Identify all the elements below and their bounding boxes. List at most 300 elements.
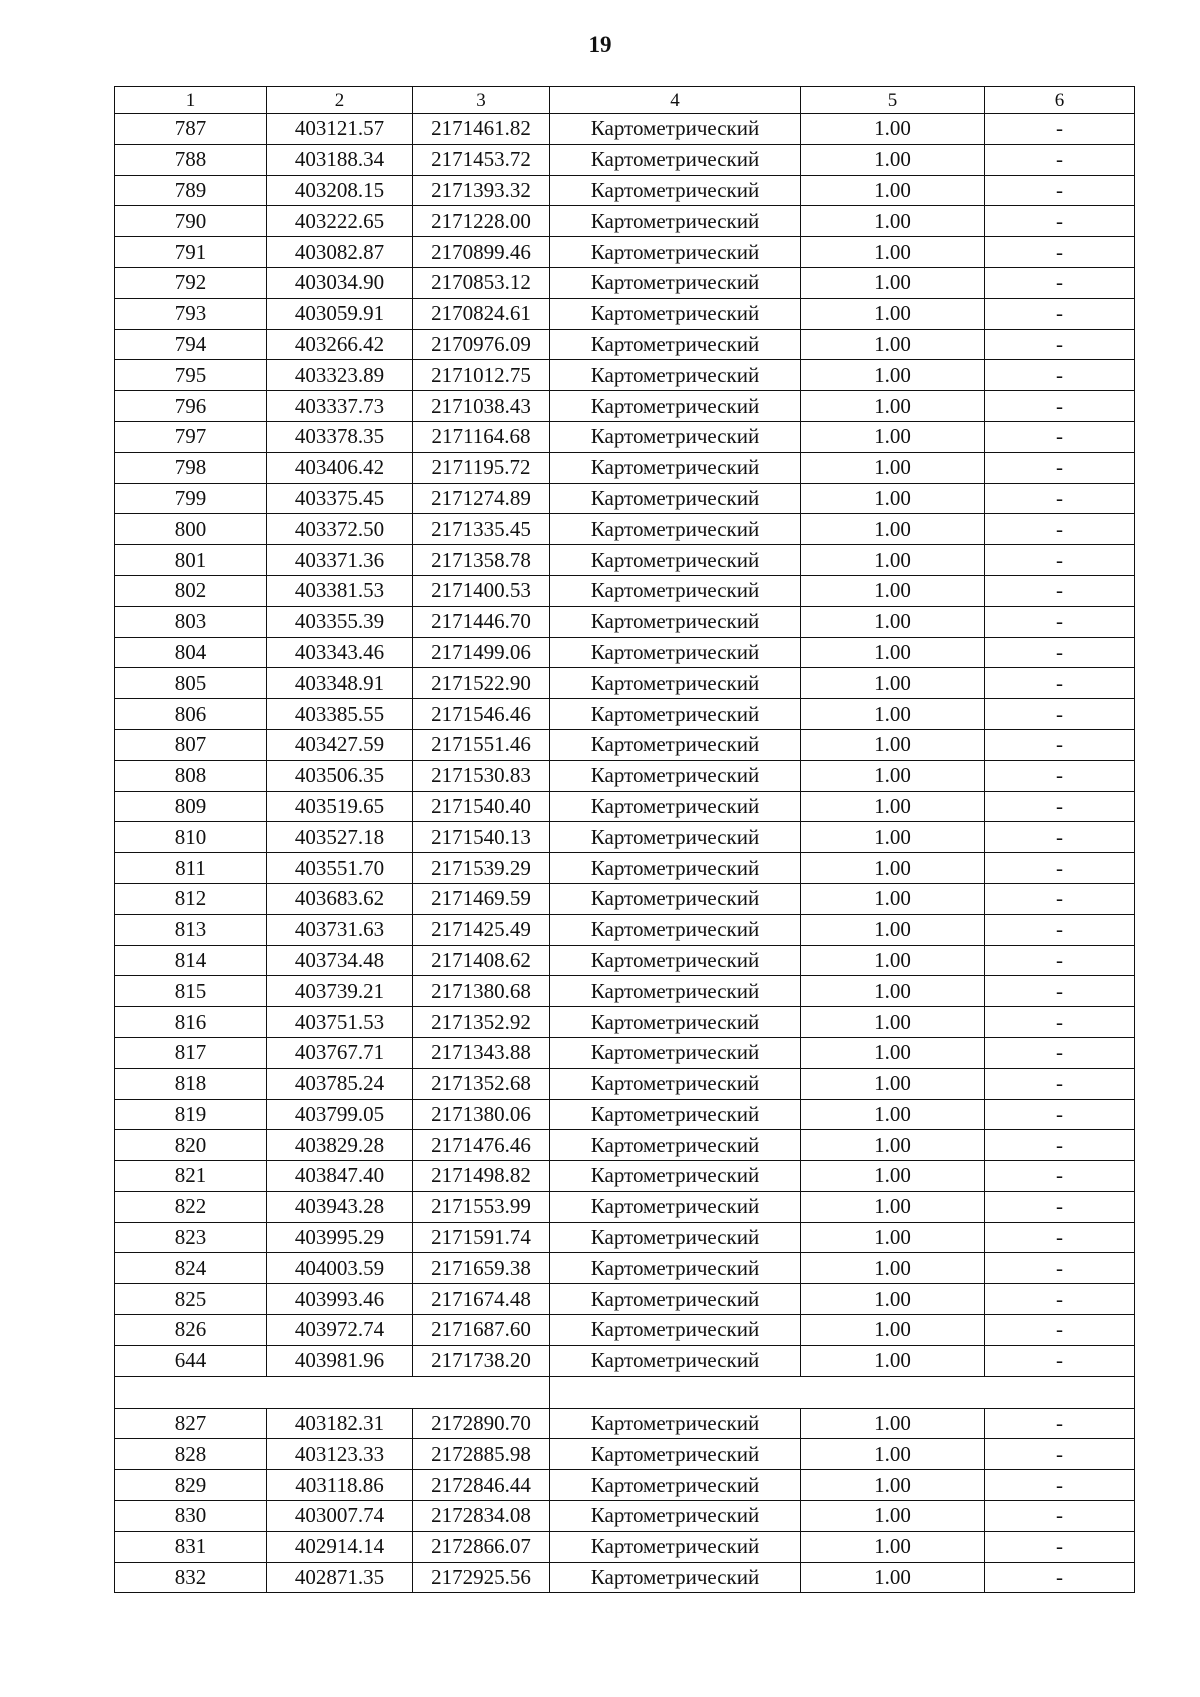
point-number-cell: 795: [115, 360, 267, 391]
note-cell: -: [985, 883, 1135, 914]
method-cell: Картометрический: [550, 144, 801, 175]
y-coordinate-cell: 2171352.68: [413, 1068, 550, 1099]
point-number-cell: 789: [115, 175, 267, 206]
method-cell: Картометрический: [550, 729, 801, 760]
method-cell: Картометрический: [550, 1345, 801, 1376]
x-coordinate-cell: 403739.21: [267, 976, 413, 1007]
point-number-cell: 788: [115, 144, 267, 175]
method-cell: Картометрический: [550, 1315, 801, 1346]
point-number-cell: 810: [115, 822, 267, 853]
point-number-cell: 821: [115, 1161, 267, 1192]
note-cell: -: [985, 144, 1135, 175]
accuracy-cell: 1.00: [801, 853, 985, 884]
table-row: [115, 1130, 1135, 1161]
accuracy-cell: 1.00: [801, 1284, 985, 1315]
note-cell: -: [985, 760, 1135, 791]
note-cell: -: [985, 791, 1135, 822]
accuracy-cell: 1.00: [801, 298, 985, 329]
accuracy-cell: 1.00: [801, 144, 985, 175]
table-row: [115, 329, 1135, 360]
y-coordinate-cell: 2171446.70: [413, 606, 550, 637]
x-coordinate-cell: 403208.15: [267, 175, 413, 206]
note-cell: -: [985, 421, 1135, 452]
accuracy-cell: 1.00: [801, 514, 985, 545]
table-row: [115, 175, 1135, 206]
x-coordinate-cell: 403731.63: [267, 914, 413, 945]
note-cell: -: [985, 1345, 1135, 1376]
y-coordinate-cell: 2171352.92: [413, 1007, 550, 1038]
note-cell: -: [985, 114, 1135, 145]
x-coordinate-cell: 404003.59: [267, 1253, 413, 1284]
note-cell: -: [985, 175, 1135, 206]
method-cell: Картометрический: [550, 1130, 801, 1161]
accuracy-cell: 1.00: [801, 822, 985, 853]
table-row: [115, 1315, 1135, 1346]
accuracy-cell: 1.00: [801, 267, 985, 298]
accuracy-cell: 1.00: [801, 791, 985, 822]
y-coordinate-cell: 2171164.68: [413, 421, 550, 452]
y-coordinate-cell: 2171540.13: [413, 822, 550, 853]
table-separator-row: [115, 1376, 1135, 1408]
y-coordinate-cell: 2171687.60: [413, 1315, 550, 1346]
point-number-cell: 806: [115, 699, 267, 730]
x-coordinate-cell: 403943.28: [267, 1191, 413, 1222]
accuracy-cell: 1.00: [801, 1161, 985, 1192]
table-row: [115, 1068, 1135, 1099]
accuracy-cell: 1.00: [801, 545, 985, 576]
note-cell: -: [985, 237, 1135, 268]
note-cell: -: [985, 1531, 1135, 1562]
method-cell: Картометрический: [550, 668, 801, 699]
note-cell: -: [985, 668, 1135, 699]
accuracy-cell: 1.00: [801, 1315, 985, 1346]
point-number-cell: 816: [115, 1007, 267, 1038]
note-cell: -: [985, 853, 1135, 884]
y-coordinate-cell: 2171540.40: [413, 791, 550, 822]
method-cell: Картометрический: [550, 760, 801, 791]
y-coordinate-cell: 2171335.45: [413, 514, 550, 545]
y-coordinate-cell: 2172890.70: [413, 1408, 550, 1439]
x-coordinate-cell: 403683.62: [267, 883, 413, 914]
method-cell: Картометрический: [550, 1222, 801, 1253]
method-cell: Картометрический: [550, 976, 801, 1007]
table-row: [115, 1439, 1135, 1470]
table-row: [115, 945, 1135, 976]
separator-cell: [550, 1376, 1135, 1408]
x-coordinate-cell: 403007.74: [267, 1501, 413, 1532]
column-header: 2: [267, 87, 413, 114]
note-cell: -: [985, 1408, 1135, 1439]
x-coordinate-cell: 403182.31: [267, 1408, 413, 1439]
note-cell: -: [985, 637, 1135, 668]
point-number-cell: 793: [115, 298, 267, 329]
table-row: [115, 1037, 1135, 1068]
method-cell: Картометрический: [550, 360, 801, 391]
y-coordinate-cell: 2171343.88: [413, 1037, 550, 1068]
accuracy-cell: 1.00: [801, 237, 985, 268]
column-header: 1: [115, 87, 267, 114]
x-coordinate-cell: 403847.40: [267, 1161, 413, 1192]
accuracy-cell: 1.00: [801, 391, 985, 422]
method-cell: Картометрический: [550, 1562, 801, 1593]
method-cell: Картометрический: [550, 267, 801, 298]
x-coordinate-cell: 403551.70: [267, 853, 413, 884]
note-cell: -: [985, 976, 1135, 1007]
x-coordinate-cell: 403427.59: [267, 729, 413, 760]
accuracy-cell: 1.00: [801, 1007, 985, 1038]
method-cell: Картометрический: [550, 853, 801, 884]
accuracy-cell: 1.00: [801, 976, 985, 1007]
method-cell: Картометрический: [550, 391, 801, 422]
method-cell: Картометрический: [550, 298, 801, 329]
x-coordinate-cell: 403355.39: [267, 606, 413, 637]
accuracy-cell: 1.00: [801, 1562, 985, 1593]
accuracy-cell: 1.00: [801, 1470, 985, 1501]
point-number-cell: 800: [115, 514, 267, 545]
point-number-cell: 809: [115, 791, 267, 822]
x-coordinate-cell: 403222.65: [267, 206, 413, 237]
method-cell: Картометрический: [550, 1531, 801, 1562]
point-number-cell: 824: [115, 1253, 267, 1284]
table-row: [115, 545, 1135, 576]
x-coordinate-cell: 403527.18: [267, 822, 413, 853]
accuracy-cell: 1.00: [801, 668, 985, 699]
y-coordinate-cell: 2171195.72: [413, 452, 550, 483]
x-coordinate-cell: 403767.71: [267, 1037, 413, 1068]
x-coordinate-cell: 403993.46: [267, 1284, 413, 1315]
note-cell: -: [985, 729, 1135, 760]
accuracy-cell: 1.00: [801, 637, 985, 668]
table-row: [115, 883, 1135, 914]
note-cell: -: [985, 1562, 1135, 1593]
point-number-cell: 808: [115, 760, 267, 791]
table-row: [115, 452, 1135, 483]
y-coordinate-cell: 2172885.98: [413, 1439, 550, 1470]
y-coordinate-cell: 2171539.29: [413, 853, 550, 884]
table-row: [115, 114, 1135, 145]
accuracy-cell: 1.00: [801, 914, 985, 945]
point-number-cell: 830: [115, 1501, 267, 1532]
table-row: [115, 1531, 1135, 1562]
x-coordinate-cell: 403337.73: [267, 391, 413, 422]
table-row: [115, 514, 1135, 545]
y-coordinate-cell: 2172925.56: [413, 1562, 550, 1593]
x-coordinate-cell: 403371.36: [267, 545, 413, 576]
accuracy-cell: 1.00: [801, 1222, 985, 1253]
point-number-cell: 812: [115, 883, 267, 914]
note-cell: -: [985, 1037, 1135, 1068]
note-cell: -: [985, 391, 1135, 422]
method-cell: Картометрический: [550, 1470, 801, 1501]
accuracy-cell: 1.00: [801, 699, 985, 730]
x-coordinate-cell: 403385.55: [267, 699, 413, 730]
table-row: [115, 976, 1135, 1007]
x-coordinate-cell: 403343.46: [267, 637, 413, 668]
note-cell: -: [985, 1253, 1135, 1284]
table-row: [115, 1501, 1135, 1532]
note-cell: -: [985, 545, 1135, 576]
note-cell: -: [985, 1501, 1135, 1532]
y-coordinate-cell: 2171400.53: [413, 575, 550, 606]
x-coordinate-cell: 403972.74: [267, 1315, 413, 1346]
table-row: [115, 668, 1135, 699]
accuracy-cell: 1.00: [801, 1253, 985, 1284]
accuracy-cell: 1.00: [801, 1439, 985, 1470]
x-coordinate-cell: 403059.91: [267, 298, 413, 329]
method-cell: Картометрический: [550, 883, 801, 914]
note-cell: -: [985, 1130, 1135, 1161]
note-cell: -: [985, 1470, 1135, 1501]
accuracy-cell: 1.00: [801, 606, 985, 637]
accuracy-cell: 1.00: [801, 452, 985, 483]
y-coordinate-cell: 2171469.59: [413, 883, 550, 914]
accuracy-cell: 1.00: [801, 206, 985, 237]
method-cell: Картометрический: [550, 914, 801, 945]
point-number-cell: 831: [115, 1531, 267, 1562]
method-cell: Картометрический: [550, 1501, 801, 1532]
point-number-cell: 828: [115, 1439, 267, 1470]
y-coordinate-cell: 2171425.49: [413, 914, 550, 945]
method-cell: Картометрический: [550, 1253, 801, 1284]
point-number-cell: 825: [115, 1284, 267, 1315]
point-number-cell: 815: [115, 976, 267, 1007]
y-coordinate-cell: 2171522.90: [413, 668, 550, 699]
table-row: [115, 729, 1135, 760]
point-number-cell: 829: [115, 1470, 267, 1501]
note-cell: -: [985, 267, 1135, 298]
x-coordinate-cell: 402871.35: [267, 1562, 413, 1593]
x-coordinate-cell: 403829.28: [267, 1130, 413, 1161]
y-coordinate-cell: 2170853.12: [413, 267, 550, 298]
table-row: [115, 760, 1135, 791]
table-row: [115, 637, 1135, 668]
accuracy-cell: 1.00: [801, 1345, 985, 1376]
method-cell: Картометрический: [550, 1161, 801, 1192]
accuracy-cell: 1.00: [801, 760, 985, 791]
table-row: [115, 822, 1135, 853]
column-header: 5: [801, 87, 985, 114]
accuracy-cell: 1.00: [801, 421, 985, 452]
method-cell: Картометрический: [550, 575, 801, 606]
note-cell: -: [985, 822, 1135, 853]
x-coordinate-cell: 403323.89: [267, 360, 413, 391]
method-cell: Картометрический: [550, 1408, 801, 1439]
y-coordinate-cell: 2171546.46: [413, 699, 550, 730]
table-row: [115, 853, 1135, 884]
table-row: [115, 1191, 1135, 1222]
note-cell: -: [985, 1161, 1135, 1192]
point-number-cell: 804: [115, 637, 267, 668]
y-coordinate-cell: 2170899.46: [413, 237, 550, 268]
point-number-cell: 644: [115, 1345, 267, 1376]
table-row: [115, 791, 1135, 822]
x-coordinate-cell: 403121.57: [267, 114, 413, 145]
method-cell: Картометрический: [550, 1037, 801, 1068]
y-coordinate-cell: 2171380.06: [413, 1099, 550, 1130]
note-cell: -: [985, 945, 1135, 976]
point-number-cell: 790: [115, 206, 267, 237]
x-coordinate-cell: 403799.05: [267, 1099, 413, 1130]
accuracy-cell: 1.00: [801, 1068, 985, 1099]
point-number-cell: 817: [115, 1037, 267, 1068]
point-number-cell: 799: [115, 483, 267, 514]
table-row: [115, 1345, 1135, 1376]
x-coordinate-cell: 402914.14: [267, 1531, 413, 1562]
accuracy-cell: 1.00: [801, 1191, 985, 1222]
y-coordinate-cell: 2171453.72: [413, 144, 550, 175]
note-cell: -: [985, 1191, 1135, 1222]
table-row: [115, 421, 1135, 452]
table-row: [115, 914, 1135, 945]
accuracy-cell: 1.00: [801, 1408, 985, 1439]
x-coordinate-cell: 403348.91: [267, 668, 413, 699]
point-number-cell: 826: [115, 1315, 267, 1346]
point-number-cell: 827: [115, 1408, 267, 1439]
method-cell: Картометрический: [550, 1439, 801, 1470]
y-coordinate-cell: 2171358.78: [413, 545, 550, 576]
x-coordinate-cell: 403995.29: [267, 1222, 413, 1253]
table-row: [115, 483, 1135, 514]
x-coordinate-cell: 403034.90: [267, 267, 413, 298]
note-cell: -: [985, 452, 1135, 483]
x-coordinate-cell: 403372.50: [267, 514, 413, 545]
table-header-row: [115, 87, 1135, 114]
accuracy-cell: 1.00: [801, 1531, 985, 1562]
method-cell: Картометрический: [550, 945, 801, 976]
note-cell: -: [985, 1315, 1135, 1346]
table-row: [115, 699, 1135, 730]
y-coordinate-cell: 2172834.08: [413, 1501, 550, 1532]
note-cell: -: [985, 206, 1135, 237]
method-cell: Картометрический: [550, 791, 801, 822]
y-coordinate-cell: 2171393.32: [413, 175, 550, 206]
method-cell: Картометрический: [550, 483, 801, 514]
table-row: [115, 237, 1135, 268]
method-cell: Картометрический: [550, 237, 801, 268]
point-number-cell: 805: [115, 668, 267, 699]
y-coordinate-cell: 2170824.61: [413, 298, 550, 329]
x-coordinate-cell: 403123.33: [267, 1439, 413, 1470]
y-coordinate-cell: 2171553.99: [413, 1191, 550, 1222]
y-coordinate-cell: 2171659.38: [413, 1253, 550, 1284]
accuracy-cell: 1.00: [801, 1099, 985, 1130]
x-coordinate-cell: 403519.65: [267, 791, 413, 822]
point-number-cell: 803: [115, 606, 267, 637]
y-coordinate-cell: 2171498.82: [413, 1161, 550, 1192]
x-coordinate-cell: 403082.87: [267, 237, 413, 268]
note-cell: -: [985, 575, 1135, 606]
table-row: [115, 1470, 1135, 1501]
note-cell: -: [985, 514, 1135, 545]
note-cell: -: [985, 1099, 1135, 1130]
accuracy-cell: 1.00: [801, 114, 985, 145]
note-cell: -: [985, 298, 1135, 329]
table-row: [115, 1099, 1135, 1130]
point-number-cell: 814: [115, 945, 267, 976]
method-cell: Картометрический: [550, 606, 801, 637]
x-coordinate-cell: 403785.24: [267, 1068, 413, 1099]
table-row: [115, 1284, 1135, 1315]
x-coordinate-cell: 403375.45: [267, 483, 413, 514]
y-coordinate-cell: 2171499.06: [413, 637, 550, 668]
column-header: 4: [550, 87, 801, 114]
note-cell: -: [985, 1222, 1135, 1253]
note-cell: -: [985, 1284, 1135, 1315]
accuracy-cell: 1.00: [801, 175, 985, 206]
accuracy-cell: 1.00: [801, 1130, 985, 1161]
y-coordinate-cell: 2170976.09: [413, 329, 550, 360]
table-row: [115, 1161, 1135, 1192]
note-cell: -: [985, 483, 1135, 514]
accuracy-cell: 1.00: [801, 360, 985, 391]
method-cell: Картометрический: [550, 175, 801, 206]
point-number-cell: 811: [115, 853, 267, 884]
x-coordinate-cell: 403118.86: [267, 1470, 413, 1501]
x-coordinate-cell: 403188.34: [267, 144, 413, 175]
column-header: 3: [413, 87, 550, 114]
separator-cell: [115, 1376, 550, 1408]
accuracy-cell: 1.00: [801, 575, 985, 606]
method-cell: Картометрический: [550, 1068, 801, 1099]
point-number-cell: 823: [115, 1222, 267, 1253]
note-cell: -: [985, 606, 1135, 637]
point-number-cell: 797: [115, 421, 267, 452]
method-cell: Картометрический: [550, 545, 801, 576]
note-cell: -: [985, 360, 1135, 391]
y-coordinate-cell: 2171012.75: [413, 360, 550, 391]
y-coordinate-cell: 2171738.20: [413, 1345, 550, 1376]
coordinates-table: [114, 86, 1135, 1593]
method-cell: Картометрический: [550, 206, 801, 237]
accuracy-cell: 1.00: [801, 883, 985, 914]
point-number-cell: 791: [115, 237, 267, 268]
table-row: [115, 575, 1135, 606]
x-coordinate-cell: 403981.96: [267, 1345, 413, 1376]
table-row: [115, 360, 1135, 391]
table-row: [115, 144, 1135, 175]
y-coordinate-cell: 2171408.62: [413, 945, 550, 976]
method-cell: Картометрический: [550, 421, 801, 452]
method-cell: Картометрический: [550, 452, 801, 483]
x-coordinate-cell: 403378.35: [267, 421, 413, 452]
x-coordinate-cell: 403406.42: [267, 452, 413, 483]
y-coordinate-cell: 2171591.74: [413, 1222, 550, 1253]
method-cell: Картометрический: [550, 1284, 801, 1315]
x-coordinate-cell: 403266.42: [267, 329, 413, 360]
y-coordinate-cell: 2171476.46: [413, 1130, 550, 1161]
x-coordinate-cell: 403506.35: [267, 760, 413, 791]
method-cell: Картометрический: [550, 699, 801, 730]
table-row: [115, 391, 1135, 422]
method-cell: Картометрический: [550, 1099, 801, 1130]
table-row: [115, 1007, 1135, 1038]
x-coordinate-cell: 403381.53: [267, 575, 413, 606]
y-coordinate-cell: 2171038.43: [413, 391, 550, 422]
point-number-cell: 794: [115, 329, 267, 360]
point-number-cell: 820: [115, 1130, 267, 1161]
note-cell: -: [985, 699, 1135, 730]
accuracy-cell: 1.00: [801, 729, 985, 760]
method-cell: Картометрический: [550, 1191, 801, 1222]
y-coordinate-cell: 2171461.82: [413, 114, 550, 145]
accuracy-cell: 1.00: [801, 945, 985, 976]
note-cell: -: [985, 1007, 1135, 1038]
note-cell: -: [985, 914, 1135, 945]
point-number-cell: 801: [115, 545, 267, 576]
accuracy-cell: 1.00: [801, 329, 985, 360]
y-coordinate-cell: 2171274.89: [413, 483, 550, 514]
x-coordinate-cell: 403751.53: [267, 1007, 413, 1038]
